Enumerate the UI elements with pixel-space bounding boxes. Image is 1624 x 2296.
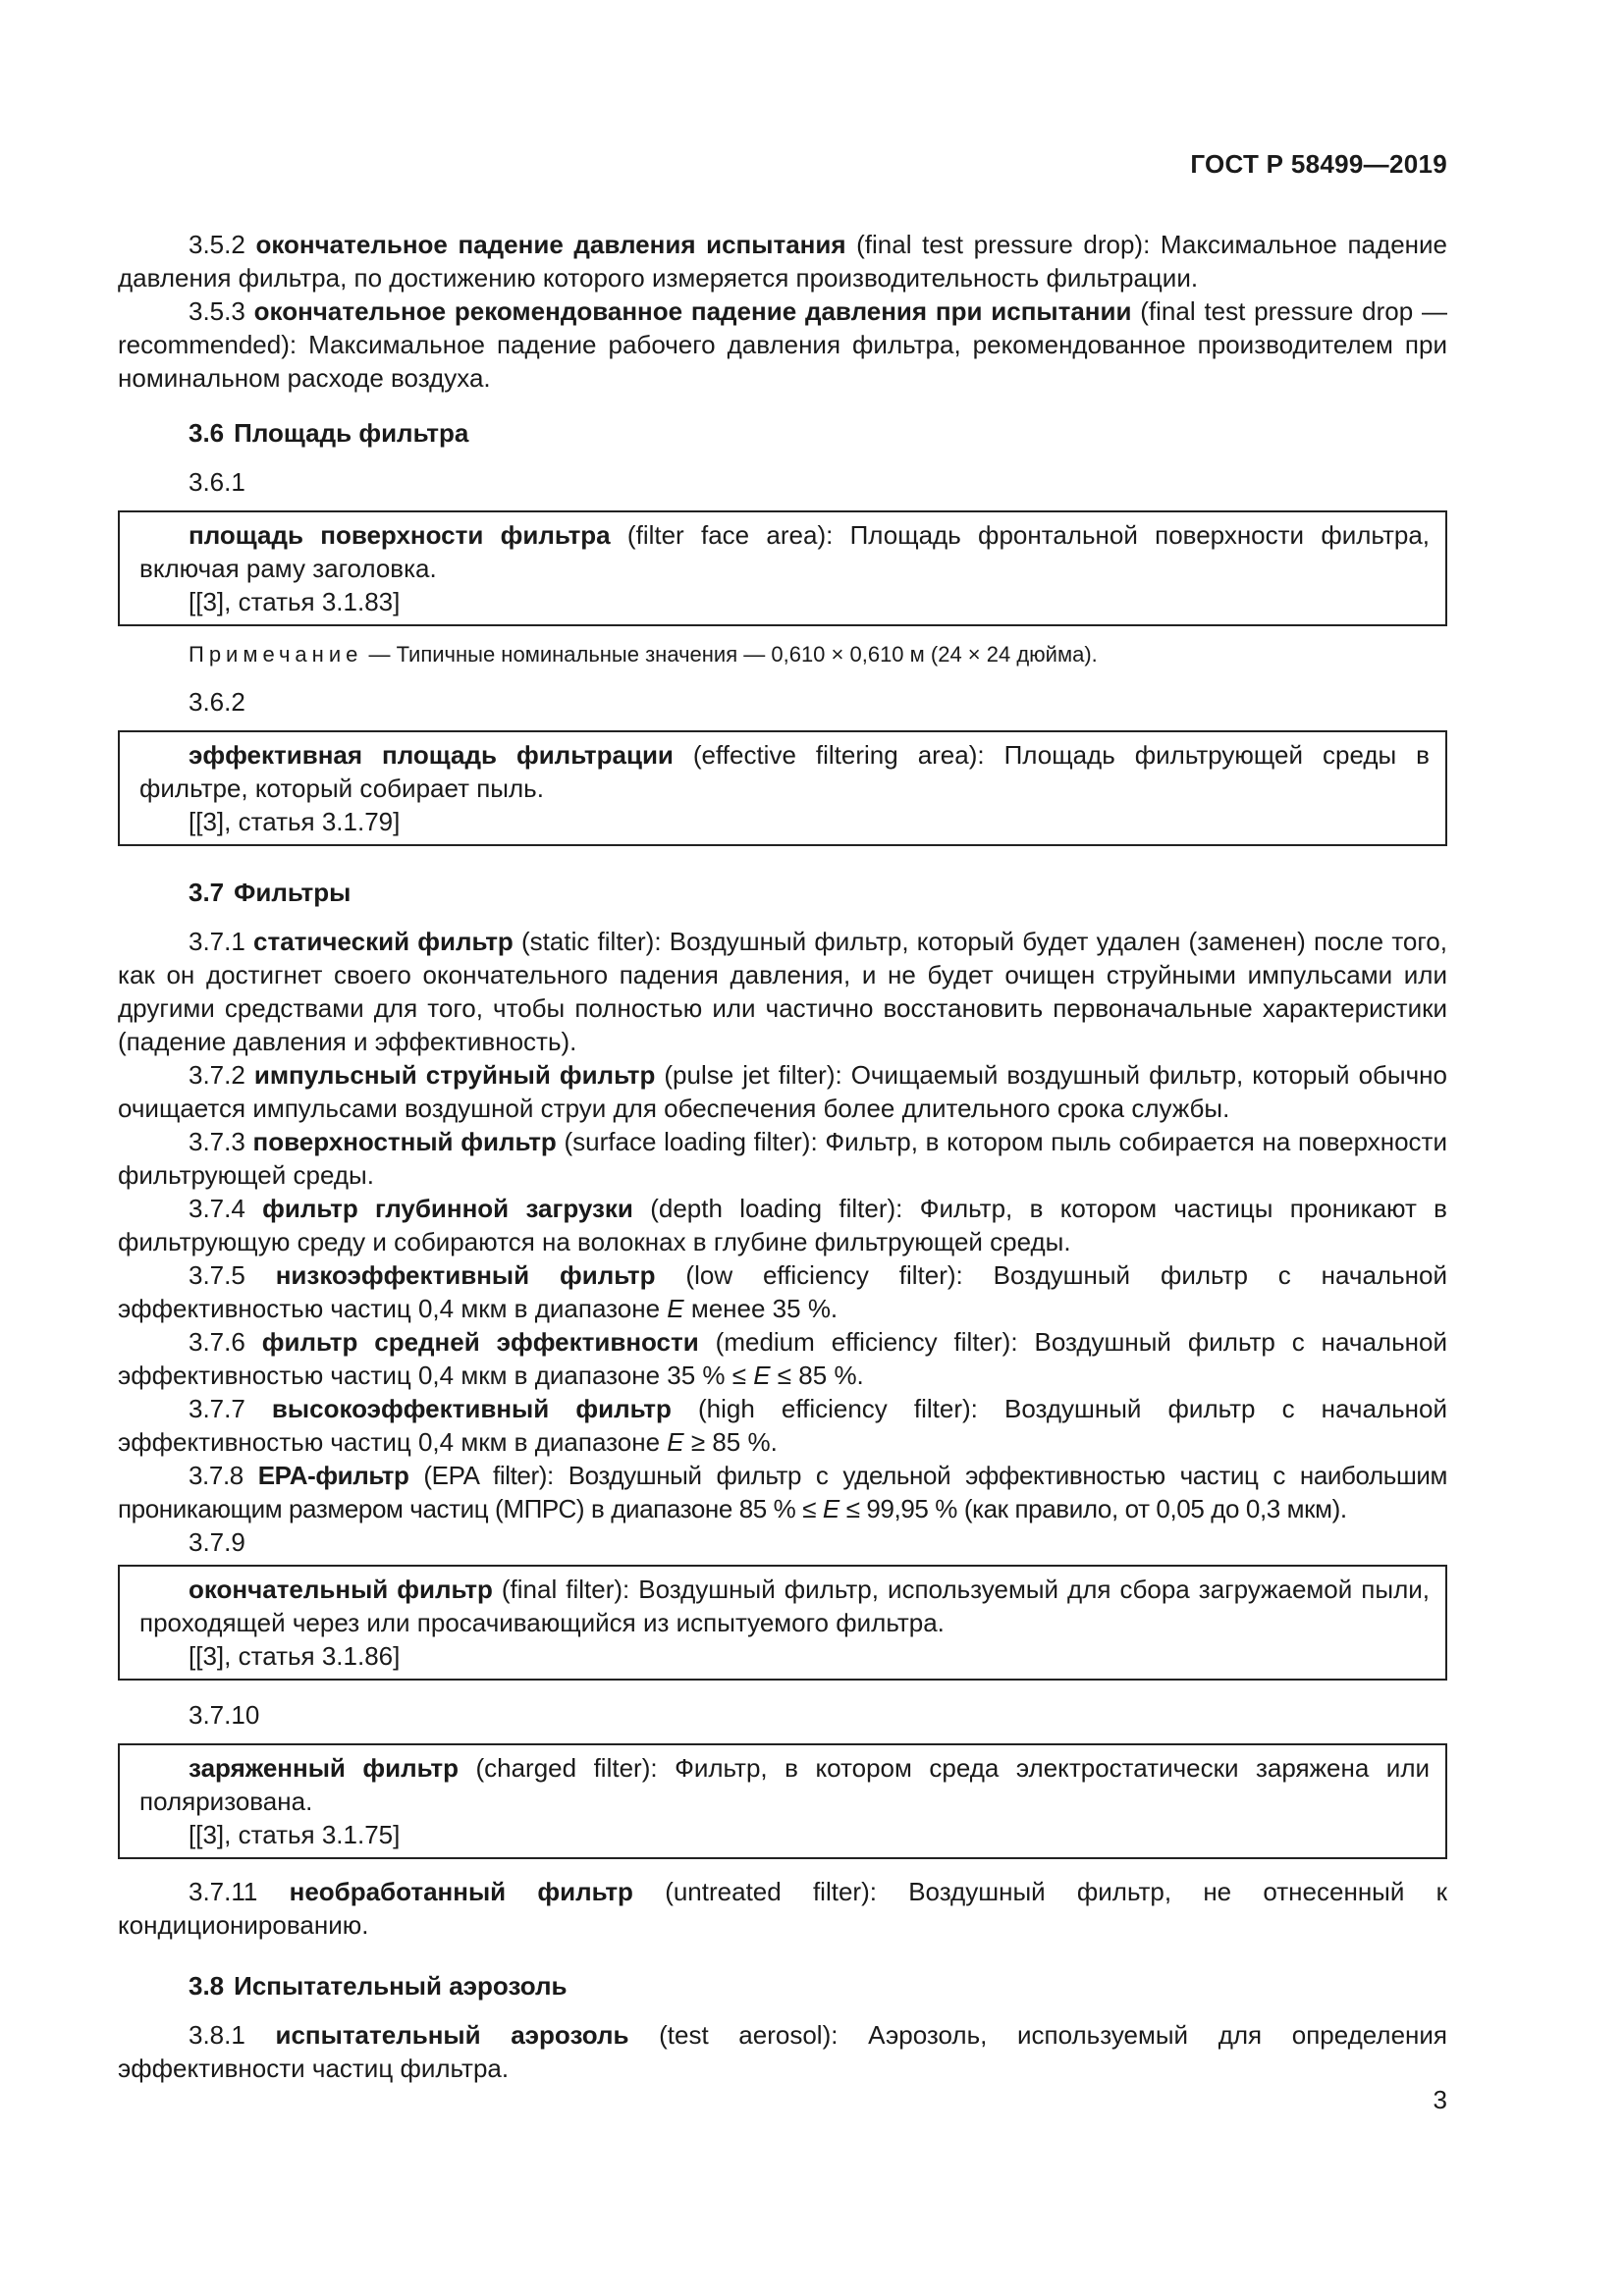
term-box-3-6-2: [118, 730, 1447, 846]
definition-text-end: ≤ 85 %.: [770, 1361, 864, 1390]
definition-text-end: ≤ 99,95 % (как правило, от 0,05 до 0,3 мкм).: [839, 1494, 1347, 1523]
source-reference: [[3], статья 3.1.75]: [189, 1820, 401, 1849]
term: окончательное падение давления испытания: [255, 230, 846, 259]
source-reference: [[3], статья 3.1.83]: [189, 587, 401, 616]
clause-number: 3.7.4: [189, 1194, 245, 1223]
term: окончательный фильтр: [189, 1575, 493, 1604]
definition-text: (final test pressure drop — recommended): Максимальное падение рабочего давления фильтра, рекомендованное производителем при номинальном расходе воздуха.: [118, 296, 1447, 393]
definition-3-7-7: [118, 1392, 1447, 1459]
term: площадь поверхности фильтра: [189, 520, 611, 550]
term: EPA-фильтр: [257, 1461, 409, 1490]
term: низкоэффективный фильтр: [275, 1260, 656, 1290]
term-box-3-7-10: [118, 1743, 1447, 1859]
definition-text: (test aerosol): Аэрозоль, используемый для определения эффективности частиц фильтра.: [118, 2020, 1447, 2083]
definition-text: (untreated filter): Воздушный фильтр, не отнесенный к кондиционированию.: [118, 1877, 1447, 1940]
document-content: [118, 228, 1447, 2085]
term: импульсный струйный фильтр: [253, 1060, 656, 1090]
term: заряженный фильтр: [189, 1753, 459, 1783]
definition-3-7-8: [118, 1459, 1447, 1525]
definition-text: (filter face area): Площадь фронтальной поверхности фильтра, включая раму заголовка.: [139, 520, 1430, 583]
clause-number: 3.7.11: [189, 1877, 258, 1906]
variable-e: E: [667, 1294, 684, 1323]
clause-number: 3.7.6: [189, 1327, 245, 1357]
section-number: 3.6: [189, 418, 225, 448]
definition-text: (final filter): Воздушный фильтр, используемый для сбора загружаемой пыли, проходящей через или просачивающийся из испытуемого фильтра.: [139, 1575, 1430, 1637]
section-number: 3.8: [189, 1971, 225, 2001]
clause-number: 3.7.2: [189, 1060, 245, 1090]
clause-number-3-7-10: 3.7.10: [189, 1700, 260, 1730]
definition-3-7-4: [118, 1192, 1447, 1258]
term-box-3-6-1: [118, 510, 1447, 626]
definition-3-7-2: [118, 1058, 1447, 1125]
section-heading-3-8: [118, 1969, 1447, 2002]
definition-3-7-11: [118, 1875, 1447, 1942]
term: высокоэффективный фильтр: [271, 1394, 672, 1423]
definition-text: (effective filtering area): Площадь фильтрующей среды в фильтре, который собирает пыль.: [139, 740, 1430, 803]
clause-number: 3.5.3: [189, 296, 245, 326]
source-reference: [[3], статья 3.1.79]: [189, 807, 401, 836]
note-label: Примечание: [189, 642, 363, 667]
note-text: — Типичные номинальные значения — 0,610 × 0,610 м (24 × 24 дюйма).: [362, 642, 1098, 667]
definition-text: (surface loading filter): Фильтр, в котором пыль собирается на поверхности фильтрующей среды.: [118, 1127, 1447, 1190]
term: фильтр глубинной загрузки: [262, 1194, 633, 1223]
definition-3-7-9: [139, 1573, 1430, 1639]
definition-3-5-3: [118, 294, 1447, 395]
clause-number-3-6-2: 3.6.2: [189, 687, 245, 717]
clause-number-3-7-9: 3.7.9: [189, 1527, 245, 1557]
variable-e: E: [753, 1361, 771, 1390]
source-reference: [[3], статья 3.1.86]: [189, 1641, 401, 1671]
section-title: Площадь фильтра: [234, 418, 469, 448]
clause-number: 3.7.8: [189, 1461, 244, 1490]
definition-text-end: ≥ 85 %.: [683, 1427, 778, 1457]
definition-3-7-5: [118, 1258, 1447, 1325]
section-heading-3-7: [118, 876, 1447, 909]
definition-text: (medium efficiency filter): Воздушный фильтр с начальной эффективностью частиц 0,4 мкм в диапазоне 35 % ≤: [118, 1327, 1447, 1390]
clause-number: 3.7.7: [189, 1394, 245, 1423]
section-title: Испытательный аэрозоль: [234, 1971, 568, 2001]
term: необработанный фильтр: [289, 1877, 633, 1906]
definition-text: (high efficiency filter): Воздушный фильтр с начальной эффективностью частиц 0,4 мкм в диапазоне: [118, 1394, 1447, 1457]
definition-text: (depth loading filter): Фильтр, в котором частицы проникают в фильтрующую среду и собираются на волокнах в глубине фильтрующей среды.: [118, 1194, 1447, 1256]
section-number: 3.7: [189, 878, 225, 907]
definition-3-7-10: [139, 1751, 1430, 1818]
definition-3-6-1: [139, 518, 1430, 585]
variable-e: E: [667, 1427, 684, 1457]
clause-number: 3.7.1: [189, 927, 245, 956]
term: окончательное рекомендованное падение давления при испытании: [253, 296, 1132, 326]
clause-number: 3.7.3: [189, 1127, 245, 1156]
clause-number-3-6-1: 3.6.1: [189, 467, 245, 497]
section-heading-3-6: [118, 416, 1447, 450]
term-box-3-7-9: [118, 1565, 1447, 1681]
definition-text: (charged filter): Фильтр, в котором среда электростатически заряжена или поляризована.: [139, 1753, 1431, 1816]
definition-3-8-1: [118, 2018, 1447, 2085]
definition-text: (final test pressure drop): Максимальное падение давления фильтра, по достижению которого измеряется производительность фильтрации.: [118, 230, 1447, 293]
definition-text: (static filter): Воздушный фильтр, который будет удален (заменен) после того, как он достигнет своего окончательного падения давления, и не будет очищен струйными импульсами или другими средствами для того, чтобы полностью или частично восстановить первоначальные характеристики (падение давления и эффективность).: [118, 927, 1447, 1056]
term: эффективная площадь фильтрации: [189, 740, 674, 770]
definition-text: (EPA filter): Воздушный фильтр с удельной эффективностью частиц с наибольшим проникающим размером частиц (МПРС) в диапазоне 85 % ≤: [118, 1461, 1448, 1523]
definition-3-7-6: [118, 1325, 1447, 1392]
clause-number: 3.7.5: [189, 1260, 245, 1290]
definition-3-6-2: [139, 738, 1430, 805]
term: поверхностный фильтр: [252, 1127, 557, 1156]
term: статический фильтр: [253, 927, 514, 956]
clause-number: 3.5.2: [189, 230, 245, 259]
term: фильтр средней эффективности: [261, 1327, 699, 1357]
section-title: Фильтры: [234, 878, 352, 907]
definition-3-5-2: [118, 228, 1447, 294]
document-number-header: ГОСТ Р 58499—2019: [1190, 149, 1447, 179]
page-number: 3: [1433, 2085, 1447, 2114]
definition-text: (low efficiency filter): Воздушный фильтр с начальной эффективностью частиц 0,4 мкм в диапазоне: [118, 1260, 1447, 1323]
definition-text: (pulse jet filter): Очищаемый воздушный фильтр, который обычно очищается импульсами воздушной струи для обеспечения более длительного срока службы.: [118, 1060, 1447, 1123]
term: испытательный аэрозоль: [275, 2020, 629, 2050]
definition-3-7-3: [118, 1125, 1447, 1192]
clause-number: 3.8.1: [189, 2020, 245, 2050]
definition-text-end: менее 35 %.: [683, 1294, 839, 1323]
definition-3-7-1: [118, 925, 1447, 1058]
note-3-6-1: [189, 640, 1447, 669]
variable-e: E: [822, 1494, 839, 1523]
